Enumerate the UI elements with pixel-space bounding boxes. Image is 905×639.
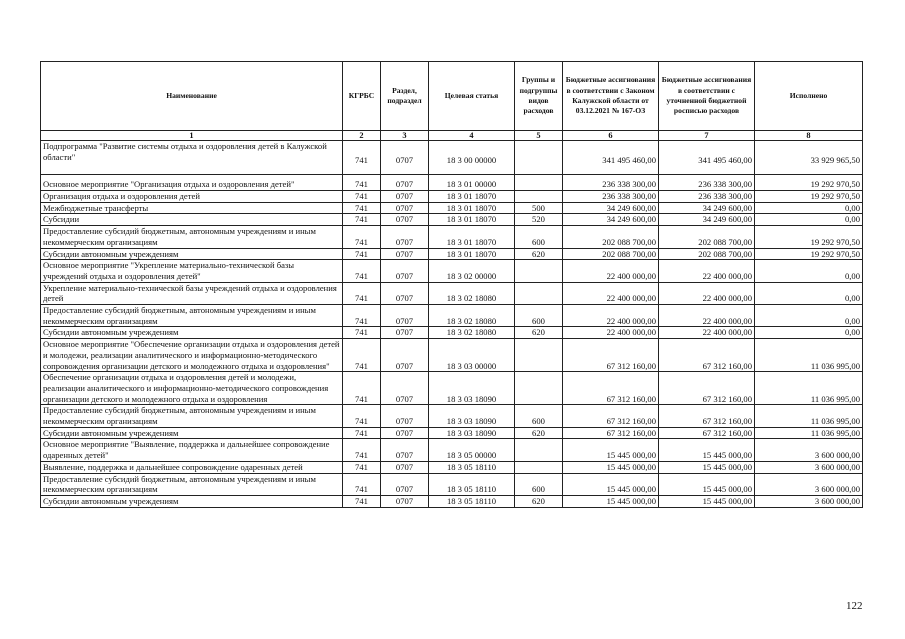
row-name: Субсидии: [41, 214, 343, 226]
row-executed: 0,00: [755, 282, 863, 304]
row-budget-law: 15 445 000,00: [563, 439, 659, 461]
row-group: [515, 339, 563, 372]
row-executed: 0,00: [755, 214, 863, 226]
row-group: [515, 372, 563, 405]
header-executed: Исполнено: [755, 62, 863, 131]
row-budget-refined: 15 445 000,00: [659, 495, 755, 507]
row-name: Субсидии автономным учреждениям: [41, 248, 343, 260]
row-group: 620: [515, 248, 563, 260]
row-kgrbs: 741: [343, 427, 381, 439]
column-number: 8: [755, 131, 863, 141]
row-kgrbs: 741: [343, 372, 381, 405]
row-executed: 11 036 995,00: [755, 372, 863, 405]
row-name: Выявление, поддержка и дальнейшее сопровождение одаренных детей: [41, 461, 343, 473]
table-row: [41, 461, 863, 473]
row-kgrbs: 741: [343, 439, 381, 461]
row-name: Основное мероприятие "Укрепление материально-технической базы учреждений отдыха и оздоровления детей": [41, 260, 343, 282]
row-target: 18 3 01 18070: [429, 226, 515, 248]
row-name: Укрепление материально-технической базы учреждений отдыха и оздоровления детей: [41, 282, 343, 304]
row-budget-law: 22 400 000,00: [563, 282, 659, 304]
row-budget-refined: 67 312 160,00: [659, 405, 755, 427]
row-target: 18 3 03 18090: [429, 405, 515, 427]
row-budget-refined: 202 088 700,00: [659, 226, 755, 248]
row-group: 600: [515, 473, 563, 495]
row-target: 18 3 01 18070: [429, 202, 515, 214]
table-row: [41, 427, 863, 439]
header-target: Целевая статья: [429, 62, 515, 131]
row-budget-law: 202 088 700,00: [563, 248, 659, 260]
row-budget-refined: 202 088 700,00: [659, 248, 755, 260]
row-target: 18 3 01 18070: [429, 248, 515, 260]
row-name: Предоставление субсидий бюджетным, автономным учреждениям и иным некоммерческим организациям: [41, 405, 343, 427]
table-row: [41, 191, 863, 203]
row-name: Межбюджетные трансферты: [41, 202, 343, 214]
row-kgrbs: 741: [343, 305, 381, 327]
row-group: 620: [515, 327, 563, 339]
row-executed: 3 600 000,00: [755, 439, 863, 461]
row-group: [515, 141, 563, 175]
row-kgrbs: 741: [343, 473, 381, 495]
row-group: 600: [515, 305, 563, 327]
row-name: Предоставление субсидий бюджетным, автономным учреждениям и иным некоммерческим организациям: [41, 473, 343, 495]
row-target: 18 3 02 18080: [429, 327, 515, 339]
row-section: 0707: [381, 248, 429, 260]
row-executed: 0,00: [755, 260, 863, 282]
row-kgrbs: 741: [343, 282, 381, 304]
row-target: 18 3 03 00000: [429, 339, 515, 372]
column-number: 4: [429, 131, 515, 141]
row-target: 18 3 02 00000: [429, 260, 515, 282]
row-section: 0707: [381, 473, 429, 495]
row-group: 520: [515, 214, 563, 226]
row-budget-law: 34 249 600,00: [563, 202, 659, 214]
budget-table: [40, 61, 863, 508]
page-number: 122: [846, 600, 863, 612]
row-section: 0707: [381, 175, 429, 191]
row-name: Организация отдыха и оздоровления детей: [41, 191, 343, 203]
row-target: 18 3 01 00000: [429, 175, 515, 191]
row-budget-refined: 34 249 600,00: [659, 214, 755, 226]
row-target: 18 3 05 18110: [429, 461, 515, 473]
row-budget-refined: 15 445 000,00: [659, 473, 755, 495]
row-target: 18 3 05 18110: [429, 473, 515, 495]
header-kgrbs: КГРБС: [343, 62, 381, 131]
row-kgrbs: 741: [343, 248, 381, 260]
row-section: 0707: [381, 214, 429, 226]
row-budget-law: 236 338 300,00: [563, 175, 659, 191]
column-number: 5: [515, 131, 563, 141]
row-budget-law: 22 400 000,00: [563, 327, 659, 339]
row-budget-law: 22 400 000,00: [563, 260, 659, 282]
row-kgrbs: 741: [343, 339, 381, 372]
row-kgrbs: 741: [343, 226, 381, 248]
row-name: Обеспечение организации отдыха и оздоровления детей и молодежи, реализации аналитического и информационно-методического сопровождения организации детского и молодежного отдыха и оздоровления: [41, 372, 343, 405]
row-budget-refined: 22 400 000,00: [659, 305, 755, 327]
row-target: 18 3 01 18070: [429, 191, 515, 203]
row-group: [515, 191, 563, 203]
row-group: [515, 461, 563, 473]
row-budget-refined: 15 445 000,00: [659, 439, 755, 461]
row-name: Подпрограмма "Развитие системы отдыха и оздоровления детей в Калужской области": [41, 141, 343, 175]
row-budget-refined: 67 312 160,00: [659, 427, 755, 439]
row-budget-refined: 22 400 000,00: [659, 327, 755, 339]
row-kgrbs: 741: [343, 214, 381, 226]
row-budget-law: 15 445 000,00: [563, 495, 659, 507]
column-number: 3: [381, 131, 429, 141]
row-group: [515, 282, 563, 304]
row-section: 0707: [381, 202, 429, 214]
header-budget-law: Бюджетные ассигнования в соответствии с Законом Калужской области от 03.12.2021 № 167-ОЗ: [563, 62, 659, 131]
row-group: 620: [515, 495, 563, 507]
row-section: 0707: [381, 372, 429, 405]
row-group: 620: [515, 427, 563, 439]
row-budget-law: 15 445 000,00: [563, 461, 659, 473]
row-executed: 11 036 995,00: [755, 339, 863, 372]
row-executed: 19 292 970,50: [755, 248, 863, 260]
row-section: 0707: [381, 427, 429, 439]
row-budget-refined: 67 312 160,00: [659, 339, 755, 372]
row-budget-law: 15 445 000,00: [563, 473, 659, 495]
row-target: 18 3 00 00000: [429, 141, 515, 175]
row-executed: 0,00: [755, 202, 863, 214]
row-section: 0707: [381, 191, 429, 203]
row-name: Субсидии автономным учреждениям: [41, 327, 343, 339]
table-row: [41, 202, 863, 214]
table-row: [41, 439, 863, 461]
row-budget-refined: 22 400 000,00: [659, 260, 755, 282]
row-section: 0707: [381, 327, 429, 339]
row-section: 0707: [381, 226, 429, 248]
row-group: 600: [515, 405, 563, 427]
row-executed: 3 600 000,00: [755, 461, 863, 473]
row-kgrbs: 741: [343, 202, 381, 214]
row-budget-law: 341 495 460,00: [563, 141, 659, 175]
row-group: [515, 439, 563, 461]
row-executed: 0,00: [755, 327, 863, 339]
table-row: [41, 473, 863, 495]
header-groups: Группы и подгруппы видов расходов: [515, 62, 563, 131]
table-row: [41, 141, 863, 175]
table-row: [41, 339, 863, 372]
row-section: 0707: [381, 405, 429, 427]
row-target: 18 3 03 18090: [429, 372, 515, 405]
row-group: [515, 175, 563, 191]
row-section: 0707: [381, 305, 429, 327]
column-number: 7: [659, 131, 755, 141]
column-number-row: [41, 131, 863, 141]
header-section: Раздел, подраздел: [381, 62, 429, 131]
table-row: [41, 372, 863, 405]
row-group: [515, 260, 563, 282]
row-section: 0707: [381, 141, 429, 175]
row-budget-refined: 67 312 160,00: [659, 372, 755, 405]
column-number: 2: [343, 131, 381, 141]
row-target: 18 3 01 18070: [429, 214, 515, 226]
row-budget-refined: 236 338 300,00: [659, 191, 755, 203]
row-budget-refined: 236 338 300,00: [659, 175, 755, 191]
row-budget-law: 236 338 300,00: [563, 191, 659, 203]
row-section: 0707: [381, 495, 429, 507]
table-row: [41, 305, 863, 327]
row-name: Субсидии автономным учреждениям: [41, 427, 343, 439]
row-kgrbs: 741: [343, 405, 381, 427]
table-row: [41, 405, 863, 427]
row-budget-law: 67 312 160,00: [563, 339, 659, 372]
row-kgrbs: 741: [343, 461, 381, 473]
row-executed: 3 600 000,00: [755, 473, 863, 495]
row-name: Субсидии автономным учреждениям: [41, 495, 343, 507]
row-budget-refined: 34 249 600,00: [659, 202, 755, 214]
row-executed: 19 292 970,50: [755, 226, 863, 248]
row-budget-law: 67 312 160,00: [563, 427, 659, 439]
row-group: 500: [515, 202, 563, 214]
row-executed: 3 600 000,00: [755, 495, 863, 507]
row-name: Основное мероприятие "Выявление, поддержка и дальнейшее сопровождение одаренных детей": [41, 439, 343, 461]
row-executed: 0,00: [755, 305, 863, 327]
row-section: 0707: [381, 439, 429, 461]
row-budget-refined: 15 445 000,00: [659, 461, 755, 473]
row-budget-law: 34 249 600,00: [563, 214, 659, 226]
table-row: [41, 226, 863, 248]
row-section: 0707: [381, 339, 429, 372]
row-target: 18 3 05 18110: [429, 495, 515, 507]
table-row: [41, 495, 863, 507]
row-section: 0707: [381, 282, 429, 304]
row-budget-refined: 22 400 000,00: [659, 282, 755, 304]
row-budget-refined: 341 495 460,00: [659, 141, 755, 175]
row-kgrbs: 741: [343, 327, 381, 339]
header-budget-refined: Бюджетные ассигнования в соответствии с уточненной бюджетной росписью расходов: [659, 62, 755, 131]
row-executed: 11 036 995,00: [755, 405, 863, 427]
table-row: [41, 327, 863, 339]
budget-table-container: [40, 61, 862, 508]
row-target: 18 3 03 18090: [429, 427, 515, 439]
table-row: [41, 260, 863, 282]
row-executed: 19 292 970,50: [755, 175, 863, 191]
row-section: 0707: [381, 461, 429, 473]
column-number: 1: [41, 131, 343, 141]
row-name: Основное мероприятие "Обеспечение организации отдыха и оздоровления детей и молодежи, реализации аналитического и информационно-методического сопровождения организации детского и молодежного отдыха и оздоровления": [41, 339, 343, 372]
row-name: Предоставление субсидий бюджетным, автономным учреждениям и иным некоммерческим организациям: [41, 226, 343, 248]
table-row: [41, 282, 863, 304]
row-budget-law: 22 400 000,00: [563, 305, 659, 327]
row-executed: 19 292 970,50: [755, 191, 863, 203]
row-kgrbs: 741: [343, 175, 381, 191]
row-budget-law: 67 312 160,00: [563, 405, 659, 427]
row-budget-law: 202 088 700,00: [563, 226, 659, 248]
row-kgrbs: 741: [343, 191, 381, 203]
header-name: Наименование: [41, 62, 343, 131]
table-row: [41, 214, 863, 226]
row-target: 18 3 02 18080: [429, 282, 515, 304]
row-executed: 33 929 965,50: [755, 141, 863, 175]
row-kgrbs: 741: [343, 495, 381, 507]
header-row: [41, 62, 863, 131]
row-target: 18 3 02 18080: [429, 305, 515, 327]
table-row: [41, 175, 863, 191]
row-name: Основное мероприятие "Организация отдыха и оздоровления детей": [41, 175, 343, 191]
row-budget-law: 67 312 160,00: [563, 372, 659, 405]
row-kgrbs: 741: [343, 141, 381, 175]
row-kgrbs: 741: [343, 260, 381, 282]
row-target: 18 3 05 00000: [429, 439, 515, 461]
row-name: Предоставление субсидий бюджетным, автономным учреждениям и иным некоммерческим организациям: [41, 305, 343, 327]
row-group: 600: [515, 226, 563, 248]
row-executed: 11 036 995,00: [755, 427, 863, 439]
column-number: 6: [563, 131, 659, 141]
row-section: 0707: [381, 260, 429, 282]
table-row: [41, 248, 863, 260]
